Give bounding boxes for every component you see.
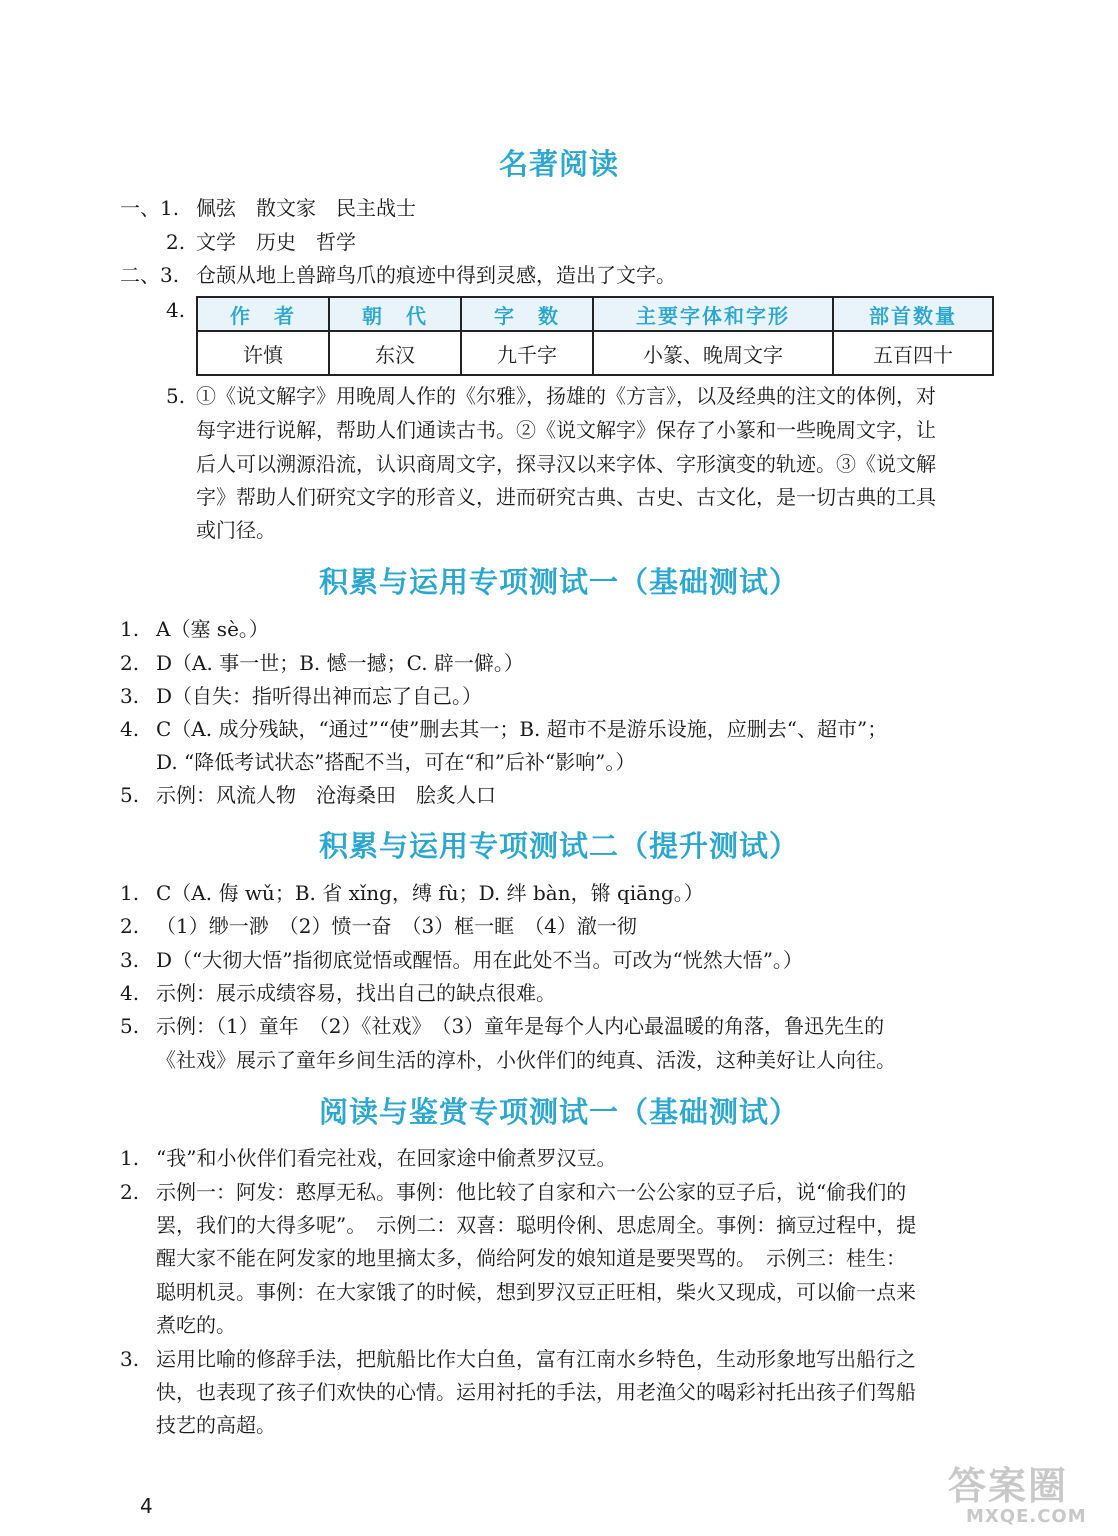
- table-cell: 小篆、晚周文字: [593, 331, 833, 375]
- item-number: 2.: [120, 651, 140, 675]
- answer-line: 佩弦 散文家 民主战士: [196, 196, 416, 220]
- section-title-accumulation-2: 积累与运用专项测试二（提升测试）: [318, 829, 799, 863]
- table-cell: 五百四十: [833, 331, 993, 375]
- answer-line: C（A. 侮 wǔ；B. 省 xǐng，缚 fù；D. 绊 bàn，锵 qiāng。）: [156, 881, 704, 905]
- answer-line: 示例：风流人物 沧海桑田 脍炙人口: [156, 783, 496, 807]
- answer-line: D（“大彻大悟”指彻底觉悟或醒悟。用在此处不当。可改为“恍然大悟”。）: [156, 948, 803, 972]
- answer-line: 字》帮助人们研究文字的形音义，进而研究古典、古史、古文化，是一切古典的工具: [196, 485, 936, 509]
- table-row: [197, 331, 993, 375]
- item-number: 4.: [120, 981, 140, 1005]
- answer-line: D（自失：指听得出神而忘了自己。）: [156, 684, 483, 708]
- table-header-cell: 朝 代: [329, 297, 461, 331]
- answer-line: ①《说文解字》用晚周人作的《尔雅》，扬雄的《方言》，以及经典的注文的体例，对: [196, 384, 936, 408]
- section-title-reading-1: 阅读与鉴赏专项测试一（基础测试）: [318, 1095, 799, 1129]
- table-cell: 九千字: [461, 331, 593, 375]
- answer-line: 聪明机灵。事例：在大家饿了的时候，想到罗汉豆正旺相，柴火又现成，可以偷一点来: [156, 1280, 916, 1304]
- table-header-cell: 作 者: [197, 297, 329, 331]
- table-header-cell: 字 数: [461, 297, 593, 331]
- answer-line: 仓颉从地上兽蹄鸟爪的痕迹中得到灵感，造出了文字。: [196, 263, 676, 287]
- answer-line: 煮吃的。: [156, 1313, 236, 1337]
- answer-line: D. “降低考试状态”搭配不当，可在“和”后补“影响”。）: [156, 750, 636, 774]
- answer-line: C（A. 成分残缺，“通过”“使”删去其一；B. 超市不是游乐设施，应删去“、超市”；: [156, 717, 888, 741]
- answer-line: 技艺的高超。: [156, 1413, 276, 1437]
- answer-line: 醒大家不能在阿发家的地里摘太多，倘给阿发的娘知道是要哭骂的。 示例三：桂生：: [156, 1246, 906, 1270]
- page-number: 4: [140, 1494, 153, 1518]
- item-number: 二、3.: [120, 263, 180, 287]
- table-header-cell: 主要字体和字形: [593, 297, 833, 331]
- answer-line: 示例一：阿发：憨厚无私。事例：他比较了自家和六一公公家的豆子后，说“偷我们的: [156, 1180, 907, 1204]
- item-number: 2.: [120, 1180, 140, 1204]
- item-number: 2.: [166, 230, 186, 254]
- answer-line: 后人可以溯源沿流，认识商周文字，探寻汉以来字体、字形演变的轨迹。③《说文解: [196, 452, 936, 476]
- answer-line: 快，也表现了孩子们欢快的心情。运用衬托的手法，用老渔父的喝彩衬托出孩子们驾船: [156, 1380, 916, 1404]
- item-number: 3.: [120, 948, 140, 972]
- section-title-accumulation-1: 积累与运用专项测试一（基础测试）: [318, 565, 799, 599]
- answer-line: 示例：（1）童年 （2）《社戏》 （3）童年是每个人内心最温暖的角落，鲁迅先生的: [156, 1014, 885, 1038]
- answer-line: 文学 历史 哲学: [196, 230, 356, 254]
- table-cell: 许慎: [197, 331, 329, 375]
- item-number: 4.: [120, 717, 140, 741]
- watermark-url: MXQE.COM: [966, 1506, 1087, 1527]
- item-number: 4.: [166, 298, 186, 322]
- answer-line: 罢，我们的大得多呢”。 示例二：双喜：聪明伶俐、思虑周全。事例：摘豆过程中，提: [156, 1213, 917, 1237]
- answer-line: 《社戏》展示了童年乡间生活的淳朴，小伙伴们的纯真、活泼，这种美好让人向往。: [156, 1048, 896, 1072]
- answer-line: D（A. 事一世；B. 憾一撼；C. 辟一僻。）: [156, 651, 524, 675]
- item-number: 1.: [120, 617, 140, 641]
- answer-line: 或门径。: [196, 518, 276, 542]
- item-number: 5.: [120, 1014, 140, 1038]
- section-title-classics: 名著阅读: [498, 147, 619, 181]
- shuowen-info-table: [196, 296, 994, 376]
- item-number: 3.: [120, 1347, 140, 1371]
- watermark-logo: [948, 1466, 1108, 1530]
- answer-line: （1）缈一渺 （2）愤一奋 （3）框一眶 （4）澈一彻: [156, 914, 637, 938]
- answer-line: 运用比喻的修辞手法，把航船比作大白鱼，富有江南水乡特色，生动形象地写出船行之: [156, 1347, 916, 1371]
- item-number: 3.: [120, 684, 140, 708]
- item-number: 5.: [120, 783, 140, 807]
- item-number: 一、1.: [120, 196, 180, 220]
- answer-line: “我”和小伙伴们看完社戏，在回家途中偷煮罗汉豆。: [156, 1146, 617, 1170]
- watermark-text: 答案圈: [948, 1464, 1069, 1508]
- item-number: 5.: [166, 384, 186, 408]
- answer-line: 每字进行说解，帮助人们通读古书。②《说文解字》保存了小篆和一些晚周文字，让: [196, 418, 936, 442]
- answer-line: 示例：展示成绩容易，找出自己的缺点很难。: [156, 981, 556, 1005]
- table-header-cell: 部首数量: [833, 297, 993, 331]
- item-number: 1.: [120, 1146, 140, 1170]
- answer-line: A（塞 sè。）: [156, 617, 269, 641]
- table-header-row: [197, 297, 993, 331]
- item-number: 1.: [120, 881, 140, 905]
- item-number: 2.: [120, 914, 140, 938]
- table-cell: 东汉: [329, 331, 461, 375]
